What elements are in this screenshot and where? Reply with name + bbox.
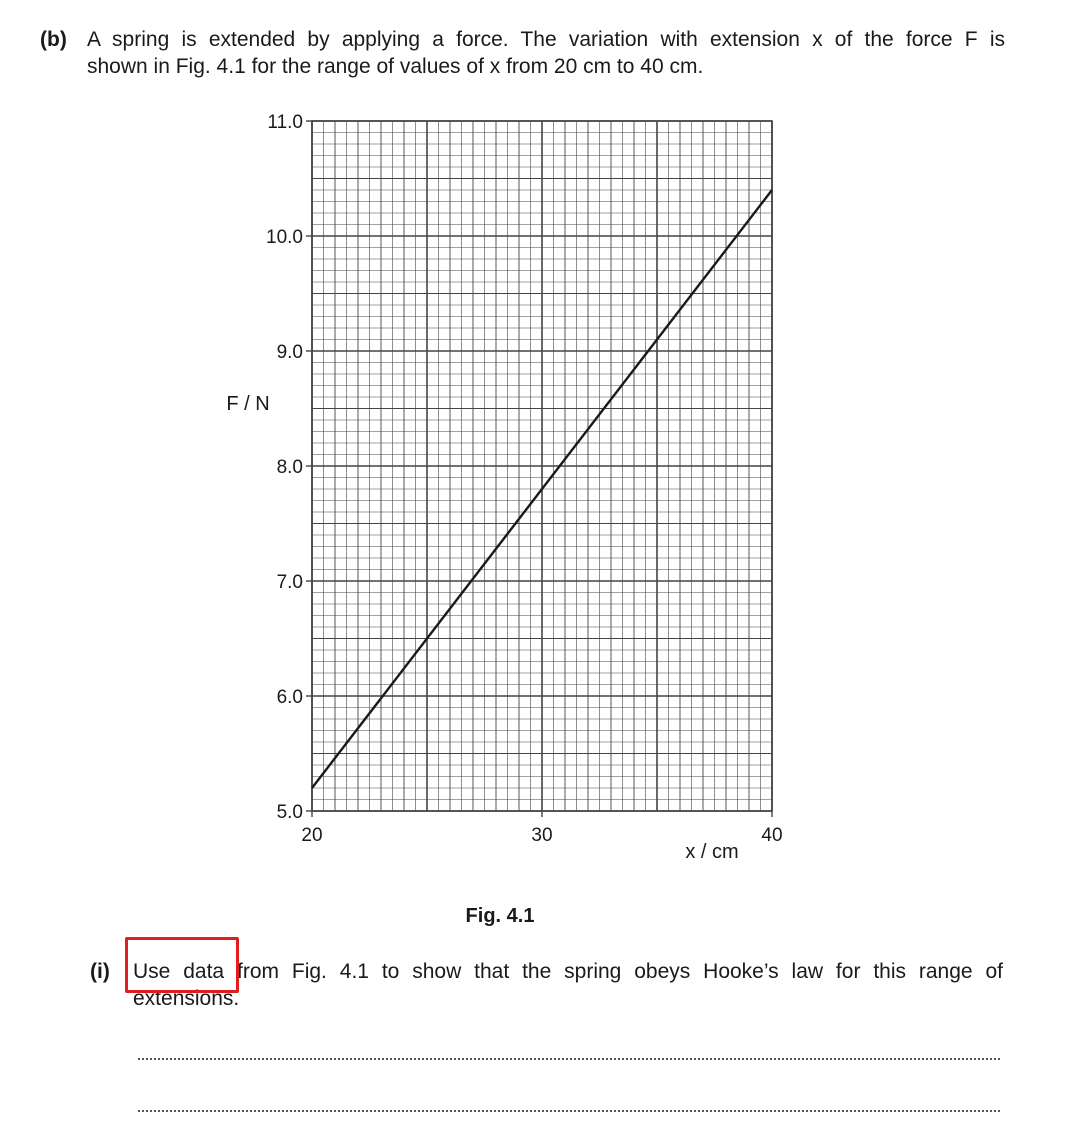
y-tick-label: 5.0: [276, 802, 303, 823]
x-axis-label: x / cm: [685, 841, 739, 863]
part-b-label: (b): [40, 28, 67, 51]
part-i-text-line1: Use data from Fig. 4.1 to show that the spring obeys Hooke’s law for this range of: [133, 960, 1003, 983]
y-tick-label: 7.0: [276, 572, 303, 593]
part-b-text-line1: A spring is extended by applying a force. The variation with extension x of the force F is: [87, 28, 1005, 51]
part-i-text-line2: extensions.: [133, 987, 240, 1010]
x-tick-label: 40: [761, 825, 783, 846]
part-b-text-line2: shown in Fig. 4.1 for the range of values of x from 20 cm to 40 cm.: [87, 55, 704, 78]
y-tick-label: 10.0: [266, 227, 303, 248]
y-axis-label: F / N: [226, 393, 270, 415]
part-i-label: (i): [90, 960, 110, 983]
highlight-box: [125, 937, 239, 993]
y-tick-label: 8.0: [276, 457, 303, 478]
answer-line[interactable]: [138, 1058, 1000, 1060]
y-tick-label: 6.0: [276, 687, 303, 708]
figure-caption: Fig. 4.1: [465, 905, 535, 927]
answer-line[interactable]: [138, 1110, 1000, 1112]
x-tick-label: 20: [301, 825, 323, 846]
x-tick-label: 30: [531, 825, 553, 846]
y-tick-label: 11.0: [267, 112, 303, 133]
y-tick-label: 9.0: [276, 342, 303, 363]
